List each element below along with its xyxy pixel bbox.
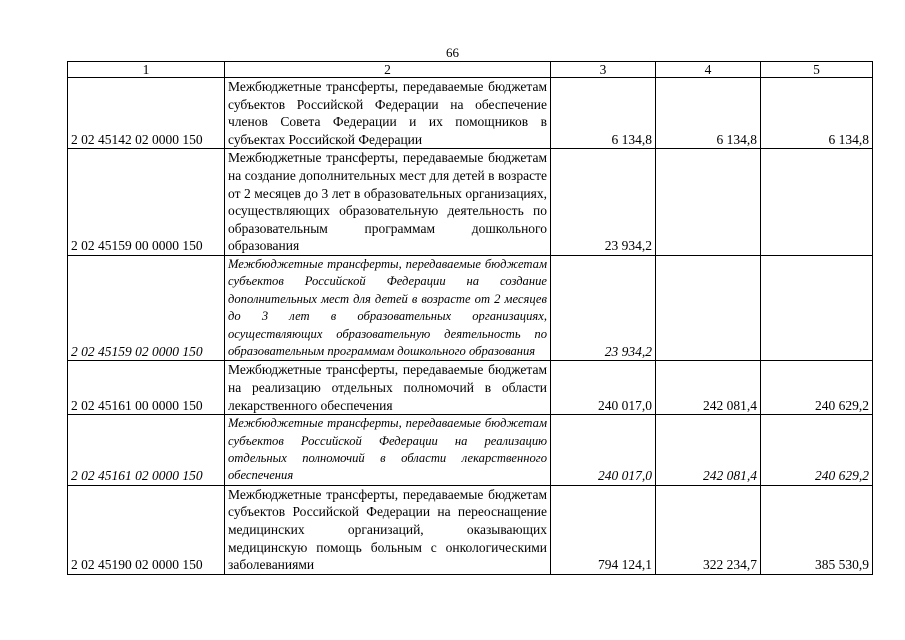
amount-col4-cell: 242 081,4 — [656, 361, 761, 415]
amount-col4-cell — [656, 149, 761, 256]
column-header-5: 5 — [761, 62, 873, 78]
table-row — [68, 361, 873, 415]
amount-col4-cell — [656, 255, 761, 360]
amount-col3-cell: 23 934,2 — [551, 149, 656, 256]
amount-col4-cell: 242 081,4 — [656, 415, 761, 486]
table-row — [68, 149, 873, 256]
amount-col4-cell: 322 234,7 — [656, 485, 761, 574]
description-cell: Межбюджетные трансферты, передаваемые бюджетам на реализацию отдельных полномочий в области лекарственного обеспечения — [225, 361, 551, 415]
description-cell: Межбюджетные трансферты, передаваемые бюджетам субъектов Российской Федерации на переоснащение медицинских организаций, оказывающих медицинскую помощь больным с онкологическими заболеваниями — [225, 485, 551, 574]
table-header-row — [68, 62, 873, 78]
budget-code-cell: 2 02 45142 02 0000 150 — [68, 78, 225, 149]
amount-col3-cell: 240 017,0 — [551, 415, 656, 486]
amount-col3-cell: 23 934,2 — [551, 255, 656, 360]
table-row — [68, 415, 873, 486]
amount-col5-cell — [761, 149, 873, 256]
amount-col4-cell: 6 134,8 — [656, 78, 761, 149]
description-cell: Межбюджетные трансферты, передаваемые бюджетам субъектов Российской Федерации на обеспечение членов Совета Федерации и их помощников в субъектах Российской Федерации — [225, 78, 551, 149]
budget-table — [67, 61, 873, 575]
table-row — [68, 255, 873, 360]
budget-code-cell: 2 02 45159 02 0000 150 — [68, 255, 225, 360]
amount-col5-cell: 240 629,2 — [761, 361, 873, 415]
budget-code-cell: 2 02 45161 00 0000 150 — [68, 361, 225, 415]
table-row — [68, 485, 873, 574]
column-header-2: 2 — [225, 62, 551, 78]
amount-col3-cell: 6 134,8 — [551, 78, 656, 149]
amount-col5-cell: 240 629,2 — [761, 415, 873, 486]
budget-code-cell: 2 02 45190 02 0000 150 — [68, 485, 225, 574]
budget-code-cell: 2 02 45159 00 0000 150 — [68, 149, 225, 256]
amount-col3-cell: 240 017,0 — [551, 361, 656, 415]
table-row — [68, 78, 873, 149]
amount-col3-cell: 794 124,1 — [551, 485, 656, 574]
page-number: 66 — [446, 45, 459, 60]
column-header-4: 4 — [656, 62, 761, 78]
amount-col5-cell — [761, 255, 873, 360]
amount-col5-cell: 385 530,9 — [761, 485, 873, 574]
description-cell: Межбюджетные трансферты, передаваемые бюджетам субъектов Российской Федерации на создание дополнительных мест для детей в возрасте от 2 месяцев до 3 лет в образовательных организациях, осуществляющих образовательную деятельность по образовательным программам дошкольного образования — [225, 255, 551, 360]
column-header-3: 3 — [551, 62, 656, 78]
description-cell: Межбюджетные трансферты, передаваемые бюджетам на создание дополнительных мест для детей в возрасте от 2 месяцев до 3 лет в образовательных организациях, осуществляющих образовательную деятельность по образовательным программам дошкольного образования — [225, 149, 551, 256]
budget-code-cell: 2 02 45161 02 0000 150 — [68, 415, 225, 486]
amount-col5-cell: 6 134,8 — [761, 78, 873, 149]
description-cell: Межбюджетные трансферты, передаваемые бюджетам субъектов Российской Федерации на реализацию отдельных полномочий в области лекарственного обеспечения — [225, 415, 551, 486]
column-header-1: 1 — [68, 62, 225, 78]
